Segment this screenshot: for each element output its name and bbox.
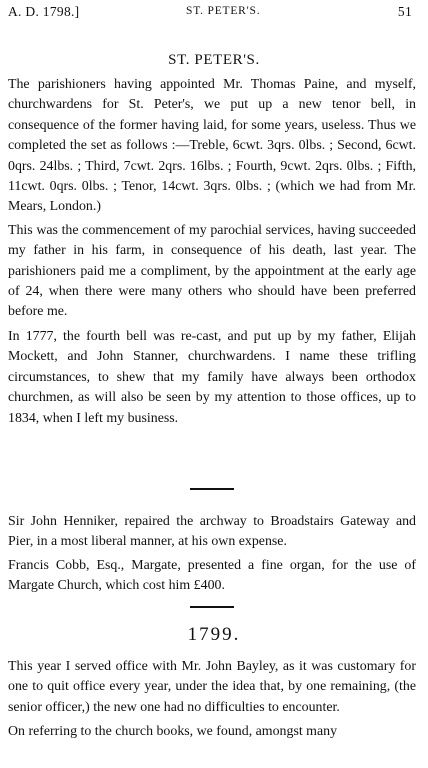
running-head [8,4,412,26]
section-title: ST. PETER'S. [168,52,260,68]
paragraph: In 1777, the fourth bell was re-cast, and put up by my father, Elijah Mockett, and John Stanner, churchwardens. I name these trifling circumstances, to shew that my family have always been orthodox churchmen, as will also be seen by my attention to those offices, up to 1834, when I left my business. [8,328,416,426]
paragraph: On referring to the church books, we found, amongst many [8,724,338,740]
text-block-2 [8,512,416,597]
text-block-3 [8,657,416,743]
section-divider [190,606,234,608]
section-divider [190,488,234,490]
running-head-year: A. D. 1798.] [8,4,80,19]
year-heading: 1799. [187,624,241,645]
paragraph: Francis Cobb, Esq., Margate, presented a fine organ, for the use of Margate Church, which cost him £400. [8,557,416,594]
running-head-title: ST. PETER'S. [186,5,261,17]
page-number: 51 [397,4,412,19]
paragraph: This was the commencement of my parochial services, having succeeded my father in his farm, in consequence of his death, last year. The parishioners paid me a compliment, by the appointment at the early age of 24, when there were many others who should have been preferred before me. [8,222,416,320]
paragraph: The parishioners having appointed Mr. Thomas Paine, and myself, churchwardens for St. Peter's, we put up a new tenor bell, in consequence of the former having laid, for some years, useless. Thus we completed the set as follows :—Treble, 6cwt. 3qrs. 0lbs. ; Second, 6cwt. 0qrs. 24lbs. ; Third, 7cwt. 2qrs. 16lbs. ; Fourth, 9cwt. 2qrs. 0lbs. ; Fifth, 11cwt. 0qrs. 0lbs. ; Tenor, 14cwt. 3qrs. 0lbs. ; (which we had from Mr. Mears, London.) [8,77,416,215]
paragraph: Sir John Henniker, repaired the archway to Broadstairs Gateway and Pier, in a most liberal manner, at his own expense. [8,514,416,550]
paragraph: This year I served office with Mr. John Bayley, as it was customary for one to quit office every year, under the idea that, by one remaining, (the senior officer,) the new one had no difficulties to encounter. [8,659,416,715]
text-block-1 [8,75,416,429]
